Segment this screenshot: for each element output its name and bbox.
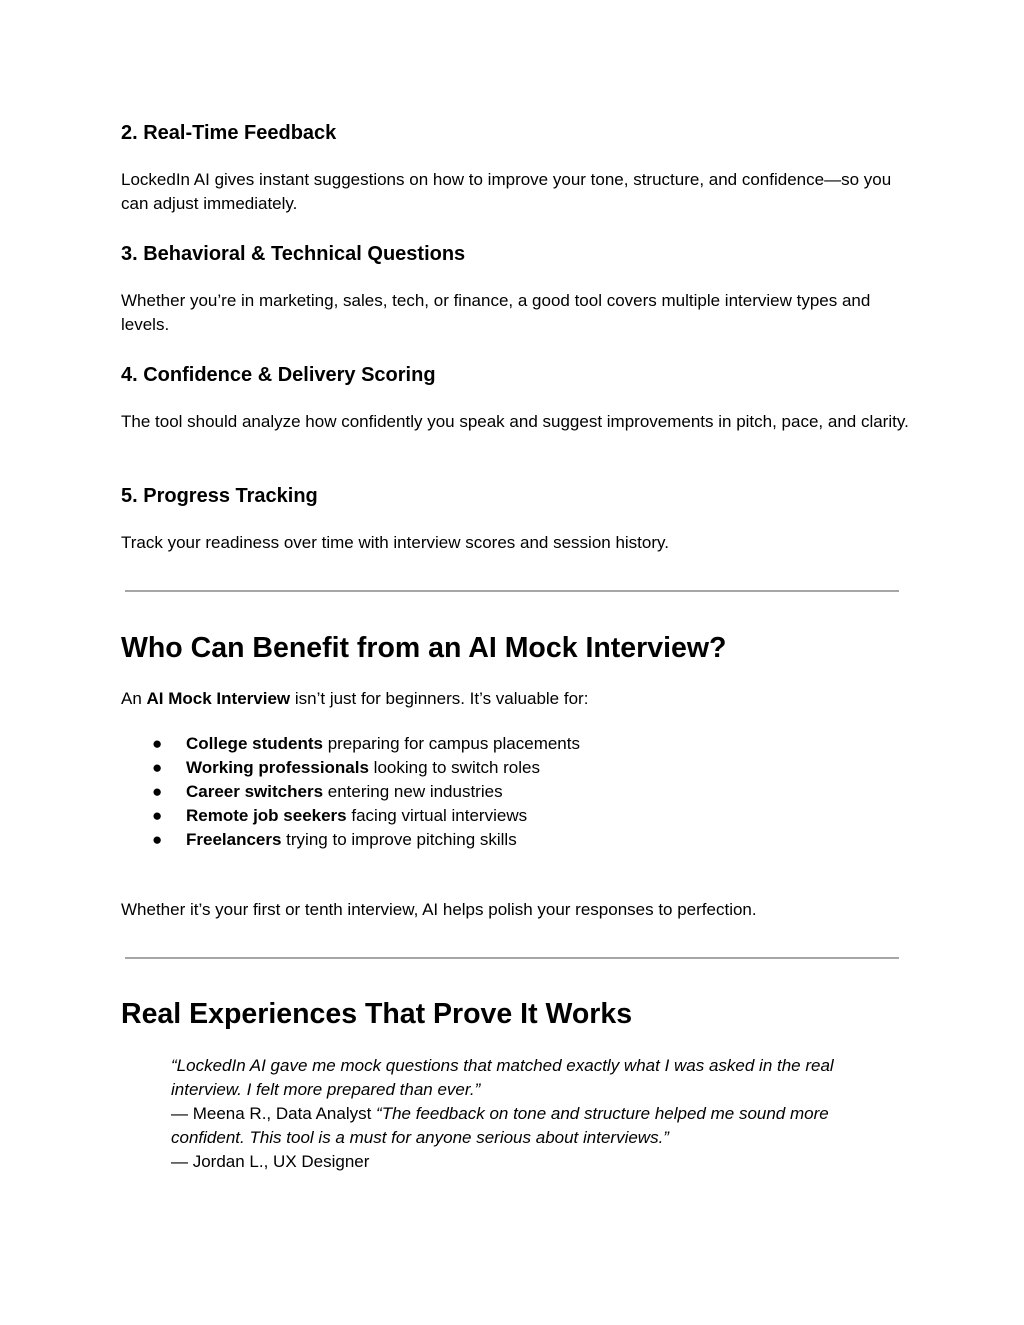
list-item-bold: Career switchers bbox=[186, 782, 324, 801]
benefit-intro-prefix: An bbox=[121, 689, 147, 708]
list-item-bold: Remote job seekers bbox=[186, 806, 347, 825]
benefit-title: Who Can Benefit from an AI Mock Interview? bbox=[121, 632, 727, 664]
bullet-icon: ● bbox=[152, 806, 163, 825]
horizontal-divider bbox=[125, 957, 899, 959]
section-body-confidence: The tool should analyze how confidently you speak and suggest improvements in pitch, pace, and clarity. bbox=[121, 412, 909, 431]
benefit-list bbox=[152, 732, 892, 852]
section-heading-feedback: 2. Real-Time Feedback bbox=[121, 122, 337, 144]
list-item-text: looking to switch roles bbox=[368, 758, 540, 777]
list-item bbox=[152, 828, 892, 852]
benefit-intro bbox=[121, 687, 911, 711]
bullet-icon: ● bbox=[152, 782, 163, 801]
testimonials-block bbox=[171, 1054, 871, 1174]
bullet-icon: ● bbox=[152, 734, 163, 753]
list-item-text: facing virtual interviews bbox=[346, 806, 528, 825]
testimonial-attribution: — Meena R., Data Analyst bbox=[171, 1104, 377, 1123]
list-item-bold: College students bbox=[186, 734, 323, 753]
bullet-icon: ● bbox=[152, 758, 163, 777]
section-heading-progress: 5. Progress Tracking bbox=[121, 485, 318, 507]
list-item bbox=[152, 804, 892, 828]
testimonial-attribution: — Jordan L., UX Designer bbox=[171, 1152, 370, 1171]
horizontal-divider bbox=[125, 590, 899, 592]
benefit-closing: Whether it’s your first or tenth interview, AI helps polish your responses to perfection. bbox=[121, 900, 757, 919]
list-item-bold: Freelancers bbox=[186, 830, 282, 849]
section-body-feedback: LockedIn AI gives instant suggestions on how to improve your tone, structure, and confidence—so you can adjust immediately. bbox=[121, 170, 892, 213]
list-item-text: entering new industries bbox=[323, 782, 503, 801]
list-item-text: trying to improve pitching skills bbox=[281, 830, 517, 849]
section-body-progress: Track your readiness over time with interview scores and session history. bbox=[121, 533, 669, 552]
list-item bbox=[152, 756, 892, 780]
benefit-intro-bold: AI Mock Interview bbox=[146, 689, 291, 708]
list-item bbox=[152, 732, 892, 756]
list-item-bold: Working professionals bbox=[186, 758, 369, 777]
experiences-title: Real Experiences That Prove It Works bbox=[121, 998, 633, 1030]
benefit-intro-suffix: isn’t just for beginners. It’s valuable for: bbox=[290, 689, 589, 708]
testimonial-quote: “The feedback on tone and structure helped me sound more confident. This tool is a must for anyone serious about interviews.” bbox=[171, 1104, 829, 1147]
list-item-text: preparing for campus placements bbox=[322, 734, 580, 753]
section-body-questions: Whether you’re in marketing, sales, tech, or finance, a good tool covers multiple interview types and levels. bbox=[121, 291, 871, 334]
section-heading-questions: 3. Behavioral & Technical Questions bbox=[121, 243, 466, 265]
testimonial-quote: “LockedIn AI gave me mock questions that matched exactly what I was asked in the real interview. I felt more prepared than ever.” bbox=[171, 1056, 834, 1099]
section-heading-confidence: 4. Confidence & Delivery Scoring bbox=[121, 364, 436, 386]
bullet-icon: ● bbox=[152, 830, 163, 849]
list-item bbox=[152, 780, 892, 804]
